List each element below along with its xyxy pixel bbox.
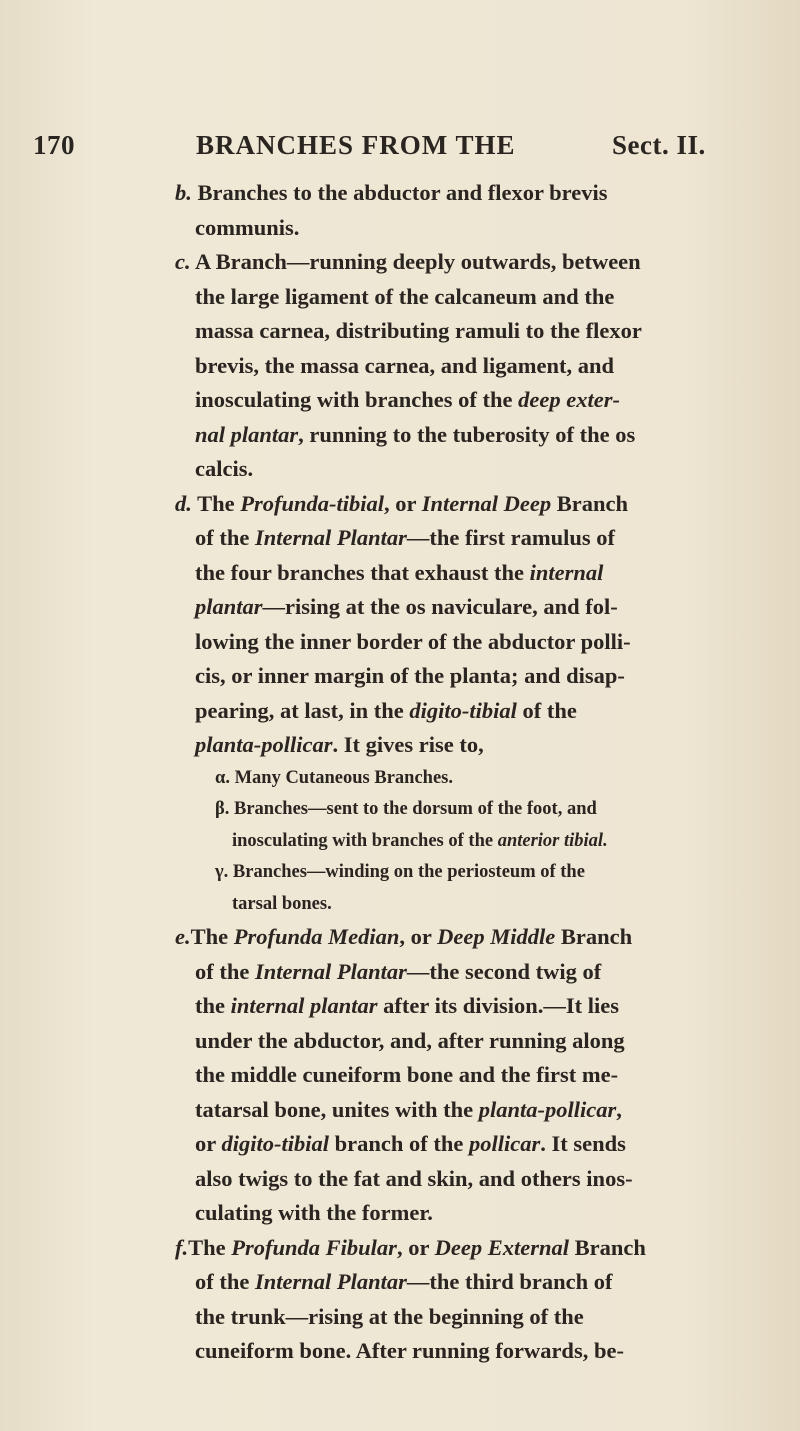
italic-term: deep exter- bbox=[518, 387, 620, 412]
text-span: of the bbox=[195, 958, 255, 984]
italic-term: Profunda Fibular bbox=[231, 1234, 397, 1260]
text-span: after its division.—It lies bbox=[377, 993, 620, 1018]
text-line bbox=[0, 1127, 800, 1162]
page-number: 170 bbox=[33, 130, 75, 160]
paragraph-d bbox=[0, 487, 800, 763]
text-span: . It gives rise to, bbox=[332, 732, 484, 757]
text-span: Branches to the abductor and flexor brevis bbox=[191, 180, 608, 205]
text-line bbox=[0, 176, 800, 211]
italic-term: digito-tibial bbox=[221, 1131, 329, 1156]
italic-term: pollicar bbox=[468, 1131, 541, 1156]
text-line bbox=[0, 989, 800, 1024]
text-span: . It sends bbox=[540, 1131, 626, 1156]
text-span: , bbox=[616, 1096, 622, 1122]
text-span: of the bbox=[516, 697, 577, 723]
text-span: of the bbox=[195, 1269, 255, 1294]
text-span: or bbox=[195, 1131, 222, 1156]
text-line: culating with the former. bbox=[195, 1200, 433, 1225]
italic-term: Deep External bbox=[434, 1234, 570, 1260]
text-span: , or bbox=[384, 490, 422, 516]
italic-term: Profunda Median bbox=[233, 924, 400, 949]
text-span: the four branches that exhaust the bbox=[195, 559, 530, 585]
text-line: cuneiform bone. After running forwards, be- bbox=[195, 1338, 624, 1363]
text-line: communis. bbox=[195, 214, 300, 240]
text-line: lowing the inner border of the abductor polli- bbox=[195, 628, 631, 654]
text-line: under the abductor, and, after running along bbox=[195, 1027, 625, 1053]
text-span: , running to the tuberosity of the os bbox=[298, 421, 636, 447]
text-span: —the second twig of bbox=[406, 958, 602, 984]
item-label: e. bbox=[175, 924, 191, 949]
italic-term: planta-pollicar bbox=[478, 1096, 617, 1122]
text-span: inosculating with branches of the bbox=[232, 830, 498, 851]
text-line bbox=[0, 245, 800, 280]
sub-list bbox=[0, 763, 800, 921]
item-label: c. bbox=[175, 249, 191, 274]
paragraph-f bbox=[0, 1231, 800, 1369]
section-label: Sect. II. bbox=[612, 130, 706, 160]
item-label: b. bbox=[175, 180, 192, 205]
text-span: the bbox=[195, 993, 231, 1018]
text-span: branch of the bbox=[328, 1131, 469, 1156]
text-line: the middle cuneiform bone and the first me- bbox=[195, 1062, 619, 1087]
italic-term: plantar bbox=[195, 594, 263, 619]
text-span: Branch bbox=[555, 924, 633, 949]
paragraph-e bbox=[0, 920, 800, 1231]
text-line: the trunk—rising at the beginning of the bbox=[195, 1303, 584, 1329]
text-span: of the bbox=[195, 525, 255, 550]
sub-item-beta-continued bbox=[0, 826, 800, 858]
text-span: tatarsal bone, unites with the bbox=[195, 1096, 479, 1122]
paragraph-b bbox=[0, 176, 800, 245]
text-line: also twigs to the fat and skin, and others inos- bbox=[195, 1165, 633, 1191]
text-line: calcis. bbox=[195, 456, 254, 481]
item-label: f. bbox=[175, 1234, 189, 1260]
text-line bbox=[0, 1093, 800, 1128]
italic-term: Internal Plantar bbox=[255, 525, 407, 550]
italic-term: internal bbox=[529, 559, 604, 585]
text-line bbox=[0, 728, 800, 763]
text-line bbox=[0, 590, 800, 625]
text-line bbox=[0, 556, 800, 591]
text-line bbox=[0, 1265, 800, 1300]
paragraph-c bbox=[0, 245, 800, 487]
italic-term: nal plantar bbox=[195, 421, 299, 447]
italic-term: Internal Plantar bbox=[255, 1269, 407, 1294]
italic-term: planta-pollicar bbox=[195, 732, 333, 757]
running-header bbox=[0, 130, 800, 170]
text-line bbox=[0, 694, 800, 729]
italic-term: anterior tibial. bbox=[497, 830, 608, 851]
text-span: —rising at the os naviculare, and fol- bbox=[262, 594, 618, 619]
italic-term: digito-tibial bbox=[409, 697, 517, 723]
text-line bbox=[0, 521, 800, 556]
text-line bbox=[0, 1231, 800, 1266]
text-span: —the first ramulus of bbox=[406, 525, 616, 550]
text-span: The bbox=[188, 1234, 232, 1260]
text-line: massa carnea, distributing ramuli to the flexor bbox=[195, 318, 642, 343]
text-span: The bbox=[191, 490, 241, 516]
text-line bbox=[0, 418, 800, 453]
text-span: The bbox=[190, 924, 234, 949]
italic-term: Profunda-tibial bbox=[240, 490, 385, 516]
text-span: —the third branch of bbox=[406, 1269, 613, 1294]
running-title: BRANCHES FROM THE bbox=[196, 130, 516, 160]
text-span: pearing, at last, in the bbox=[195, 697, 410, 723]
text-span: A Branch—running deeply outwards, between bbox=[190, 249, 641, 274]
text-line bbox=[0, 383, 800, 418]
sub-item-alpha: α. Many Cutaneous Branches. bbox=[215, 767, 453, 788]
text-line: brevis, the massa carnea, and ligament, and bbox=[195, 352, 614, 378]
italic-term: Internal Plantar bbox=[255, 958, 407, 984]
italic-term: internal plantar bbox=[230, 993, 378, 1018]
italic-term: Deep Middle bbox=[437, 924, 556, 949]
text-span: , or bbox=[399, 924, 438, 949]
sub-item-gamma: γ. Branches—winding on the periosteum of the bbox=[215, 862, 585, 882]
text-line bbox=[0, 920, 800, 955]
page-body bbox=[0, 176, 800, 1369]
text-span: inosculating with branches of the bbox=[195, 387, 519, 412]
sub-item-gamma-continued: tarsal bones. bbox=[232, 893, 332, 914]
text-line: cis, or inner margin of the planta; and disap- bbox=[195, 663, 625, 688]
text-line bbox=[0, 955, 800, 990]
text-line bbox=[0, 487, 800, 522]
item-label: d. bbox=[175, 490, 192, 516]
text-span: Branch bbox=[569, 1234, 646, 1260]
text-line: the large ligament of the calcaneum and the bbox=[195, 283, 615, 309]
italic-term: Internal Deep bbox=[421, 490, 552, 516]
text-span: Branch bbox=[551, 490, 628, 516]
sub-item-beta: β. Branches—sent to the dorsum of the foot, and bbox=[215, 799, 597, 819]
text-span: , or bbox=[396, 1234, 435, 1260]
